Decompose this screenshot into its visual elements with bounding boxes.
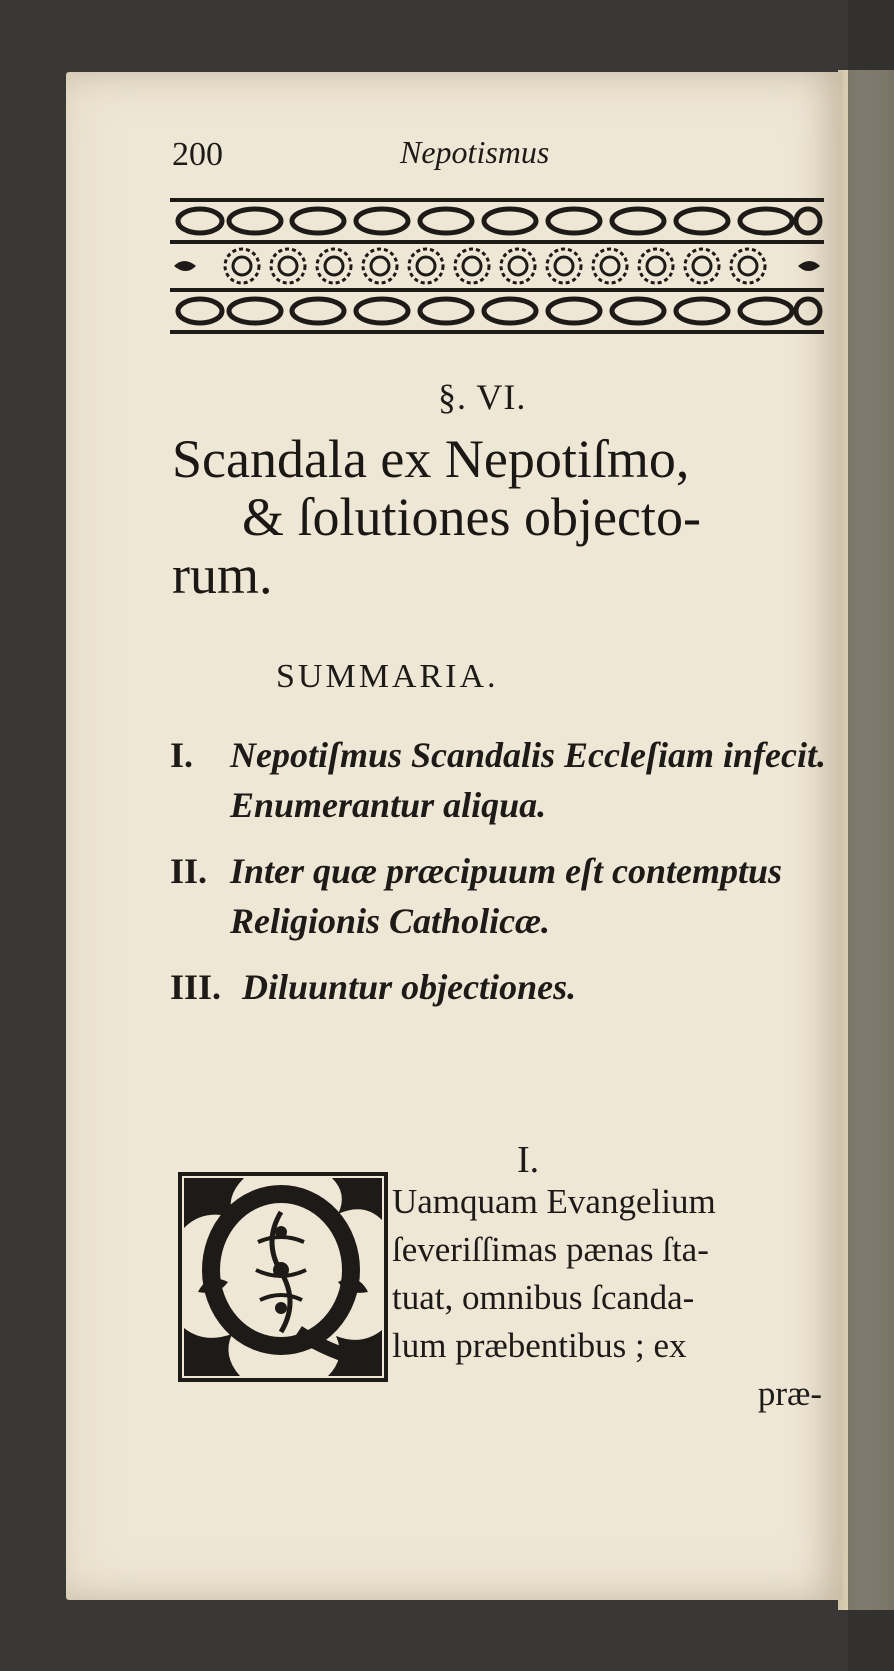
summary-item-text: Inter quæ præcipuum eſt contemptus Religionis Catholicæ.	[230, 851, 783, 941]
text-line: ſeveriſſimas pænas ſta-	[392, 1230, 709, 1269]
catchword: præ-	[757, 1374, 822, 1413]
summary-list	[170, 730, 830, 1028]
summary-item-number: III.	[170, 967, 222, 1007]
title-line: Scandala ex Nepotiſmo,	[172, 429, 690, 489]
running-head: Nepotismus	[400, 134, 550, 170]
text-line: Uamquam Evangelium	[392, 1182, 716, 1221]
title-line: & ſolutiones objecto-	[242, 487, 701, 547]
ornamental-header-band	[170, 198, 824, 334]
page-number: 200	[172, 136, 223, 173]
summary-item	[170, 846, 830, 946]
summary-item-number: II.	[170, 851, 208, 891]
section-title	[172, 430, 832, 604]
summary-item-text: Nepotiſmus Scandalis Eccleſiam infecit. Enumerantur aliqua.	[230, 735, 826, 825]
summary-item-text: Diluuntur objectiones.	[242, 967, 577, 1007]
paragraph-number: I.	[517, 1139, 540, 1181]
section-number: §. VI.	[438, 377, 527, 417]
text-line: tuat, omnibus ſcanda-	[392, 1278, 695, 1317]
decorated-initial-q-icon	[178, 1172, 388, 1382]
paragraph-text	[392, 1178, 822, 1418]
summary-item	[170, 962, 830, 1012]
book-binding-shadow	[848, 0, 894, 1671]
summary-item-number: I.	[170, 735, 194, 775]
summary-item	[170, 730, 830, 830]
title-line: rum.	[172, 545, 273, 605]
summaria-heading: SUMMARIA.	[276, 658, 499, 695]
text-line: lum præbentibus ; ex	[392, 1326, 687, 1365]
